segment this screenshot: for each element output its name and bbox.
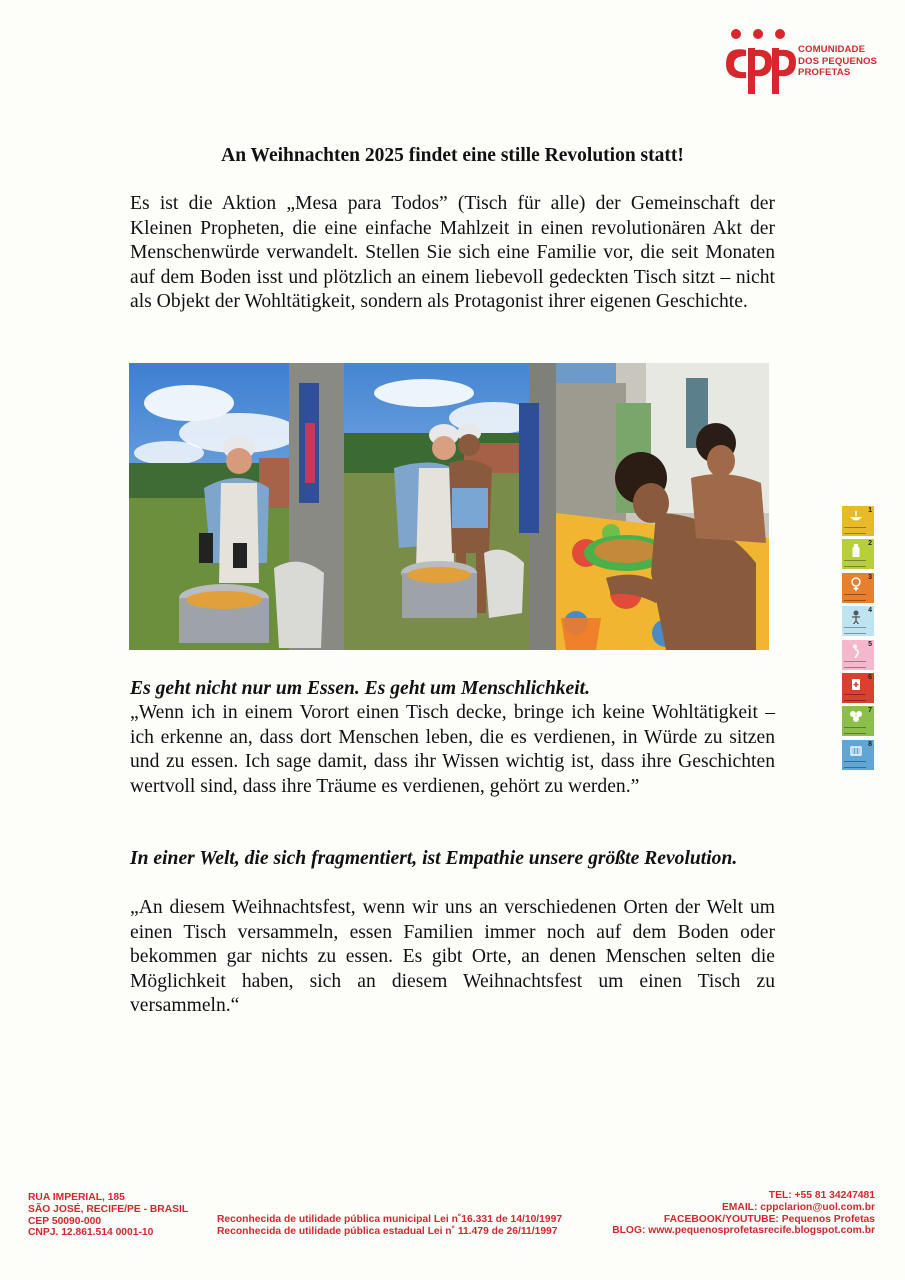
sdg-tile-5 — [842, 640, 874, 670]
bottle-icon — [849, 543, 863, 557]
bowl-icon — [849, 510, 863, 524]
sdg-tile-7 — [842, 706, 874, 736]
sdg-tile-8 — [842, 740, 874, 770]
organization-logo — [724, 28, 884, 96]
address-street: RUA IMPERIAL, 185 — [28, 1192, 125, 1203]
contact-email[interactable]: EMAIL: cppclarion@uol.com.br — [721, 1201, 875, 1213]
section-heading-humanity: Es geht nicht nur um Essen. Es geht um Menschlichkeit. — [130, 678, 591, 699]
photo-strip — [129, 363, 769, 650]
address-city: SÃO JOSÉ, RECIFE/PE - BRASIL — [28, 1203, 189, 1215]
sdg-number: 4 — [868, 607, 872, 615]
sdg-caption — [844, 594, 866, 601]
sdg-tile-4 — [842, 606, 874, 636]
recognition-municipal: Reconhecida de utilidade pública municipal Lei n˚16.331 de 14/10/1997 — [217, 1214, 563, 1225]
sdg-caption — [844, 694, 866, 701]
intro-paragraph: Es ist die Aktion „Mesa para Todos” (Tisch für alle) der Gemeinschaft der Kleinen Propheten, die eine einfache Mahlzeit in einen revolutionären Akt der Menschenwürde verwandelt. Stellen Sie sich eine Familie vor, die seit Monaten auf dem Boden isst und plötzlich an einem liebevoll gedeckten Tisch sitzt – nicht als Objekt der Wohltätigkeit, sondern als Protagonist ihrer eigenen Geschichte. — [130, 193, 775, 312]
contact-phone: TEL: +55 81 34247481 — [768, 1190, 875, 1201]
sdg-number: 7 — [868, 707, 872, 715]
photo-cooking-man — [129, 363, 344, 650]
sdg-caption — [844, 761, 866, 768]
hands-icon — [849, 744, 863, 758]
sdg-goals-strip — [842, 506, 874, 773]
sdg-number: 2 — [868, 540, 872, 548]
sdg-caption — [844, 527, 866, 534]
sdg-caption — [844, 727, 866, 734]
sdg-number: 8 — [868, 740, 872, 748]
pregnant-woman-icon — [849, 644, 863, 658]
sdg-tile-2 — [842, 539, 874, 569]
recognition-state: Reconhecida de utilidade pública estadual Lei n˚ 11.479 de 26/11/1997 — [217, 1225, 558, 1237]
child-icon — [849, 610, 863, 624]
female-symbol-icon — [849, 577, 863, 591]
address-cnpj: CNPJ. 12.861.514 0001-10 — [28, 1227, 154, 1239]
photo-boy-eating — [556, 363, 769, 650]
logo-line-1: COMUNIDADE — [798, 44, 866, 55]
page-title: An Weihnachten 2025 findet eine stille Revolution statt! — [221, 145, 684, 166]
sdg-caption — [844, 560, 866, 567]
cpp-logo-mark — [724, 28, 796, 96]
sdg-caption — [844, 627, 866, 634]
quote-paragraph-2: „An diesem Weihnachtsfest, wenn wir uns an verschiedenen Orten der Welt um einen Tisch versammeln, essen Familien immer noch auf dem Boden oder bekommen gar nichts zu essen. Es gibt Orte, an denen Menschen selten die Möglichkeit haben, sich an diesem Weihnachtsfest um einen Tisch zu versammeln.“ — [130, 897, 775, 1016]
plant-icon — [849, 710, 863, 724]
sdg-number: 1 — [868, 507, 872, 514]
sdg-tile-3 — [842, 573, 874, 603]
footer-contact — [612, 1190, 875, 1237]
address-postal-code: CEP 50090-000 — [28, 1215, 102, 1227]
footer-recognition — [217, 1214, 562, 1238]
logo-line-2: DOS PEQUENOS — [798, 55, 878, 67]
sdg-tile-1 — [842, 506, 874, 536]
contact-social[interactable]: FACEBOOK/YOUTUBE: Pequenos Profetas — [663, 1213, 875, 1225]
medicine-icon — [849, 677, 863, 691]
sdg-number: 5 — [868, 640, 872, 648]
sdg-number: 6 — [868, 673, 872, 681]
sdg-number: 3 — [868, 573, 872, 581]
photo-cooking-pair — [344, 363, 556, 650]
sdg-caption — [844, 661, 866, 668]
logo-wordmark — [798, 44, 877, 79]
footer-address — [28, 1192, 188, 1239]
contact-blog[interactable]: BLOG: www.pequenosprofetasrecife.blogspot.com.br — [612, 1225, 875, 1237]
quote-paragraph-1: „Wenn ich in einem Vorort einen Tisch decke, bringe ich keine Wohltätigkeit – ich erkenne an, dass dort Menschen leben, die es verdienen, in Würde zu sitzen und zu essen. Ich sage damit, dass ihr Wissen wichtig ist, dass ihre Geschichten wertvoll sind, dass ihre Träume es verdienen, gehört zu werden.” — [130, 702, 775, 797]
section-heading-empathy: In einer Welt, die sich fragmentiert, ist Empathie unsere größte Revolution. — [130, 848, 738, 869]
logo-line-3: PROFETAS — [798, 67, 851, 78]
sdg-tile-6 — [842, 673, 874, 703]
